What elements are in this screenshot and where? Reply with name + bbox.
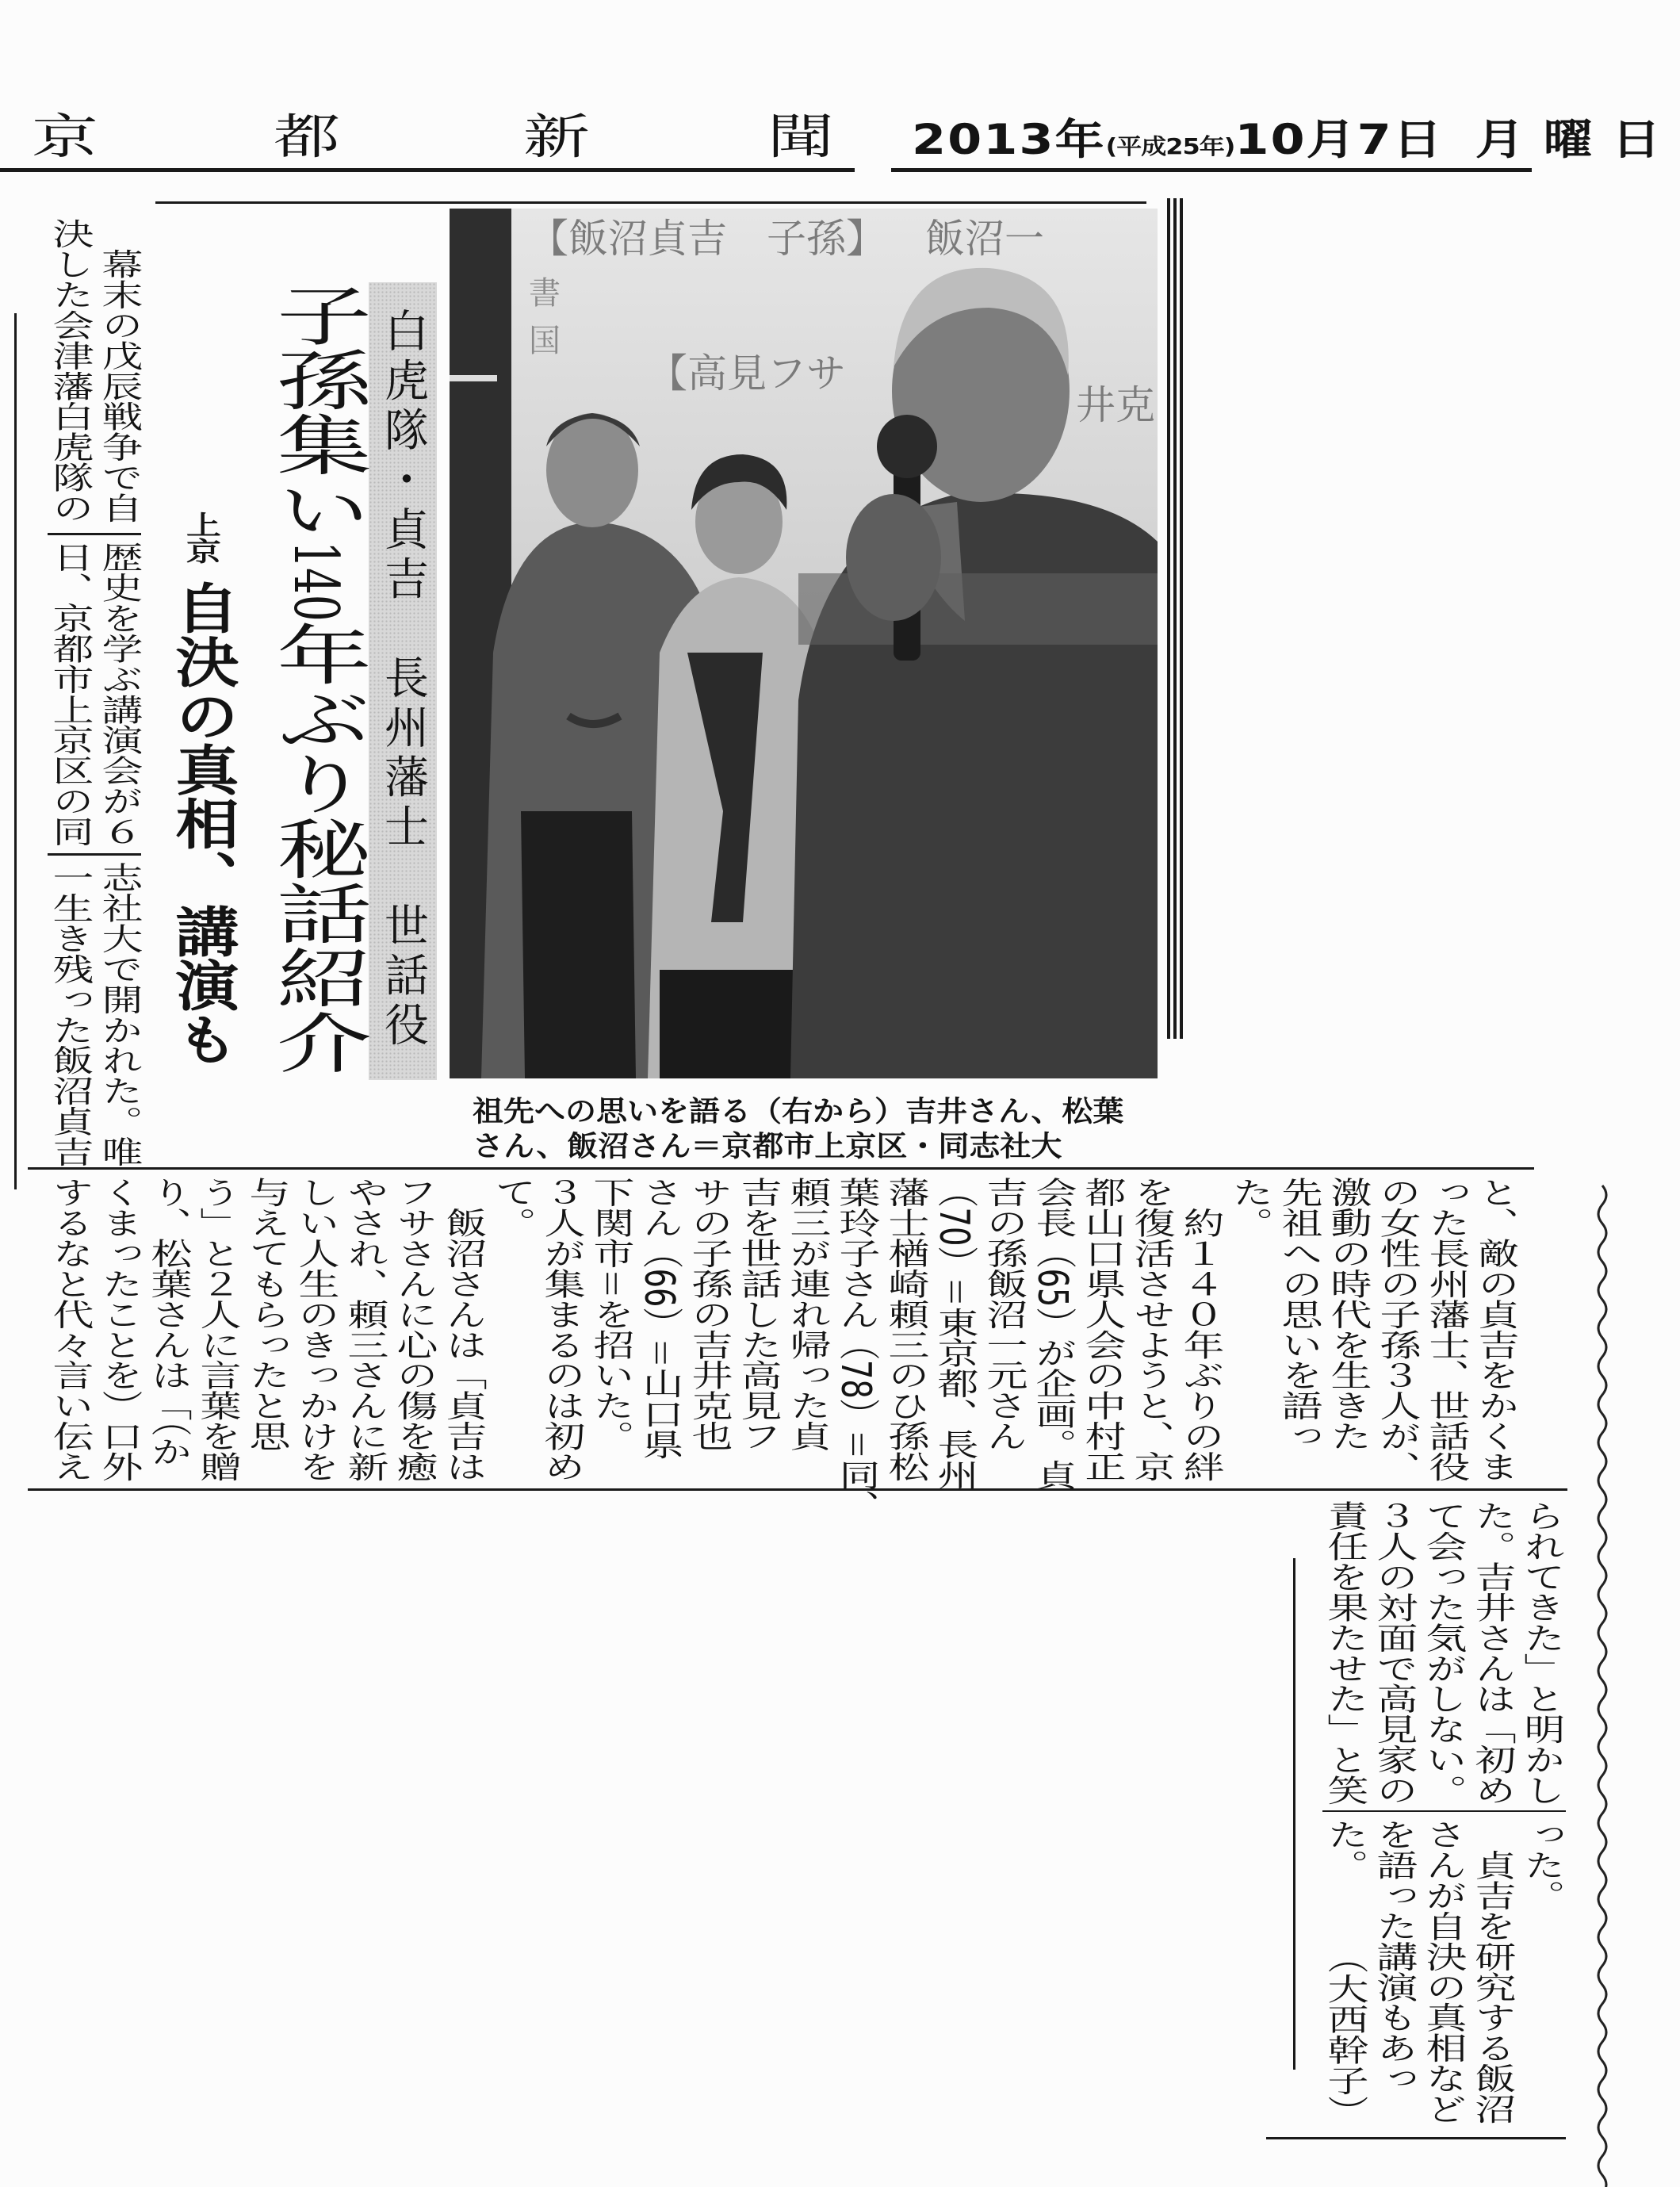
lead-separator [48, 853, 141, 856]
article-column: 歴史を学ぶ講演会が６ [94, 542, 142, 847]
article-column: するなと代々言い伝え [45, 1177, 93, 1482]
tail-separator [1322, 1810, 1566, 1812]
signage-text: 【高見フサ [648, 350, 846, 396]
article-column: サの子孫の吉井克也 [684, 1177, 732, 1452]
masthead-rule-left [0, 168, 855, 172]
article-column: 幕末の戊辰戦争で自 [94, 218, 142, 523]
article-column: 責任を果たせた」と笑 [1320, 1500, 1368, 1806]
signage-text: 国 [529, 323, 561, 359]
caption-line: さん、飯沼さん＝京都市上京区・同志社大 [473, 1130, 1062, 1163]
article-column: った長州藩士、世話役 [1422, 1177, 1469, 1482]
photo-caption [473, 1096, 1170, 1166]
photo-three-descendants [450, 209, 1158, 1078]
issue-day: 10月7日 [1234, 114, 1444, 164]
article-column: て会った気がしない。 [1418, 1500, 1466, 1806]
article-column: と、敵の貞吉をかくま [1471, 1177, 1518, 1482]
article-column: しい人生のきっかけを [291, 1177, 339, 1482]
article-column: た。 [1225, 1177, 1272, 1238]
article-column: フサさんに心の傷を癒 [389, 1177, 437, 1482]
article-column: 貞吉を研究する飯沼 [1468, 1819, 1515, 2124]
masthead-rule-right [891, 168, 1532, 172]
masthead-char: 京 [32, 108, 99, 165]
article-body [44, 1177, 1519, 1521]
margin-rule [14, 313, 17, 1189]
article-column: 約１４０年ぶりの絆 [1176, 1177, 1223, 1482]
article-column: 激動の時代を生きた [1323, 1177, 1371, 1452]
article-column: 決した会津藩白虎隊の [45, 218, 93, 523]
news-photo [450, 209, 1158, 1078]
issue-year: 2013年 [912, 114, 1106, 164]
signage-text: 書 [529, 275, 561, 312]
headline-kicker: 白虎隊・貞吉 長州藩士 世話役 [377, 308, 429, 1051]
byline-box [1319, 1943, 1368, 2124]
signage-text: 井克 [1076, 382, 1155, 428]
article-column: ３人の対面で高見家の [1369, 1500, 1417, 1806]
headline-main-part: 年ぶり秘話紹介 [261, 621, 371, 1074]
article-column: 吉を世話した高見フ [733, 1177, 781, 1452]
article-column: 葉玲子さん（78）＝同、 [832, 1177, 879, 1521]
lead-separator [48, 533, 141, 535]
article-column: り、松葉さんは「（か [144, 1177, 191, 1467]
article-column: やされ、頼三さんに新 [340, 1177, 388, 1482]
column-rule [1173, 198, 1177, 1039]
dateline: 上京 [180, 511, 220, 564]
article-lead-block [44, 862, 143, 1167]
article-column: くまったことを）口外 [94, 1177, 142, 1482]
article-lead-block [44, 542, 143, 847]
masthead-char: 新 [523, 108, 591, 165]
caption-line: 祖先への思いを語る（右から）吉井さん、松葉 [473, 1095, 1124, 1128]
article-column: 都山口県人会の中村正 [1077, 1177, 1125, 1482]
article-column: さんが自決の真相など [1418, 1819, 1466, 2124]
article-column: 先祖への思いを語っ [1274, 1177, 1322, 1452]
article-column: 吉の孫飯沼一元さん [979, 1177, 1027, 1452]
article-column: を復活させようと、京 [1127, 1177, 1174, 1482]
tail-bottom-rule [1266, 2137, 1566, 2139]
article-column: た。 [1320, 1819, 1368, 1880]
masthead-char: 都 [274, 108, 341, 165]
headline-main-part: 子孫集い [261, 282, 371, 542]
article-column: 藩士楢崎頼三のひ孫松 [881, 1177, 928, 1482]
column-rule [1167, 198, 1170, 1039]
tail-rule [1293, 1558, 1295, 2070]
article-column: て。 [488, 1177, 535, 1238]
article-column: られてきた」と明かし [1517, 1500, 1564, 1806]
article-column: 日、京都市上京区の同 [45, 542, 93, 847]
article-column: （70）＝東京都、長州 [930, 1177, 978, 1491]
issue-weekday: 月曜日 [1475, 114, 1680, 164]
article-column: さん（66）＝山口県 [635, 1177, 683, 1460]
article-column: 志社大で開かれた。唯 [94, 862, 142, 1167]
article-column: 頼三が連れ帰った貞 [783, 1177, 830, 1452]
body-rule [28, 1488, 1567, 1491]
article-column: った。 [1517, 1819, 1564, 1911]
clipping-wavy-edge [1592, 1185, 1613, 2187]
signage-text: 飯沼一 [925, 216, 1044, 262]
headline-main-number: 140 [280, 541, 351, 622]
issue-era: (平成25年) [1105, 133, 1235, 159]
article-column: ３人が集まるのは初め [537, 1177, 584, 1482]
article-column: 下関市＝を招いた。 [586, 1177, 633, 1452]
masthead-char: 聞 [767, 108, 835, 165]
headline-sub: 自決の真相、講演も [165, 580, 239, 1066]
article-tail-upper [1319, 1500, 1565, 1806]
issue-date [912, 114, 1680, 164]
article-column: 飯沼さんは「貞吉は [438, 1177, 486, 1482]
headline-main [261, 282, 371, 1074]
article-column: 与えてもらったと思 [242, 1177, 289, 1452]
column-rule [1180, 198, 1183, 1039]
article-column: 一生き残った飯沼貞吉 [45, 862, 93, 1167]
byline: （大西幹子） [1320, 1943, 1368, 2126]
article-column: 会長（65）が企画。貞 [1028, 1177, 1076, 1491]
article-column: う」と２人に言葉を贈 [193, 1177, 240, 1482]
article-lead-block [44, 218, 143, 523]
top-rule [155, 201, 1146, 204]
article-column: を語った講演もあっ [1369, 1819, 1417, 2094]
caption-rule [28, 1167, 1534, 1170]
article-column: た。吉井さんは「初め [1468, 1500, 1515, 1806]
signage-text: 【飯沼貞吉 子孫】 [529, 216, 886, 262]
article-column: の女性の子孫３人が、 [1372, 1177, 1420, 1482]
